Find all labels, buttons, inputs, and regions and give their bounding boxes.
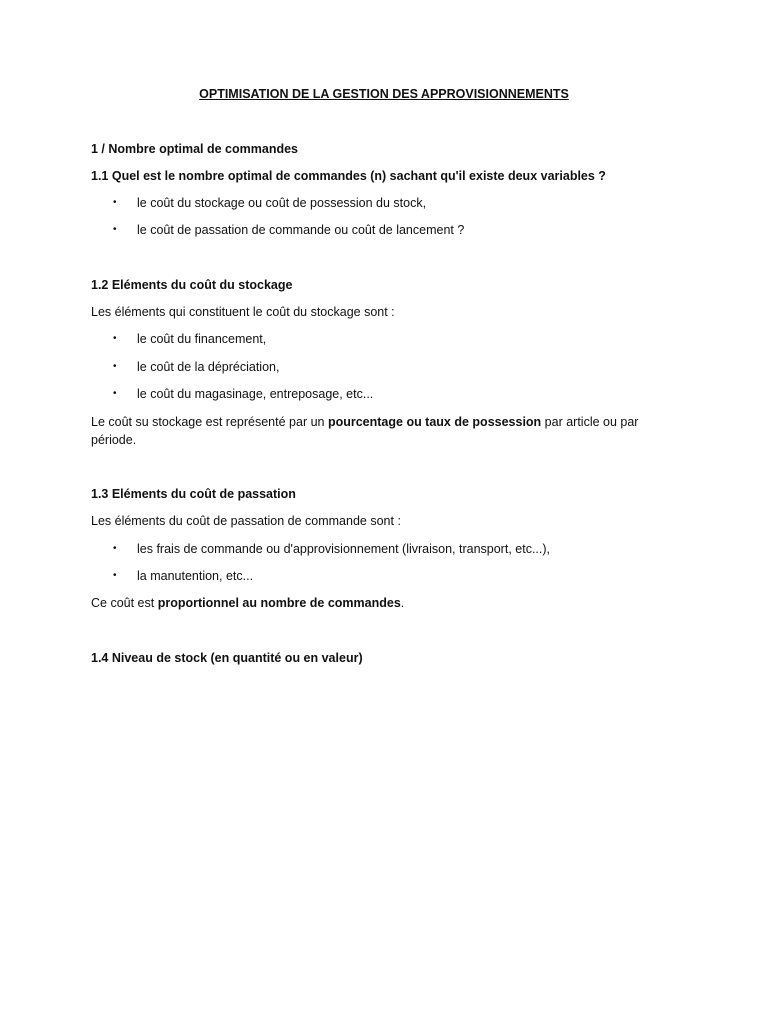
list-item <box>113 568 253 584</box>
list-item-text: le coût de passation de commande ou coût de lancement ? <box>137 223 465 237</box>
paragraph-text: Le coût su stockage est représenté par un <box>91 415 328 429</box>
section-1-2-intro: Les éléments qui constituent le coût du stockage sont : <box>91 305 395 319</box>
list-item-text: les frais de commande ou d'approvisionnement (livraison, transport, etc...), <box>137 542 550 556</box>
document-title: OPTIMISATION DE LA GESTION DES APPROVISIONNEMENTS <box>199 87 569 101</box>
list-item-text: le coût du stockage ou coût de possession du stock, <box>137 196 427 210</box>
list-item-text: la manutention, etc... <box>137 569 254 583</box>
bullet-icon: • <box>113 570 117 581</box>
paragraph-emphasis: proportionnel au nombre de commandes <box>157 596 401 610</box>
paragraph-text: par article ou par période. <box>91 415 639 447</box>
section-1-3-heading: 1.3 Eléments du coût de passation <box>91 487 296 501</box>
paragraph-emphasis: pourcentage ou taux de possession <box>327 415 542 429</box>
list-item <box>113 331 266 347</box>
bullet-icon: • <box>113 361 117 372</box>
bullet-icon: • <box>113 543 117 554</box>
list-item <box>113 541 550 557</box>
section-1-3-intro: Les éléments du coût de passation de commande sont : <box>91 514 401 528</box>
list-item-text: le coût du financement, <box>137 332 267 346</box>
list-item <box>113 222 464 238</box>
section-1-3-paragraph <box>91 595 404 611</box>
bullet-icon: • <box>113 197 117 208</box>
section-1-4-heading: 1.4 Niveau de stock (en quantité ou en valeur) <box>91 651 363 665</box>
bullet-icon: • <box>113 388 117 399</box>
paragraph-text: . <box>400 596 405 610</box>
bullet-icon: • <box>113 224 117 235</box>
section-1-2-heading: 1.2 Eléments du coût du stockage <box>91 278 293 292</box>
section-1-2-paragraph <box>91 413 661 449</box>
list-item <box>113 195 426 211</box>
list-item <box>113 386 373 402</box>
section-1-heading: 1 / Nombre optimal de commandes <box>91 142 298 156</box>
list-item <box>113 359 279 375</box>
paragraph-text: Ce coût est <box>91 596 158 610</box>
section-1-1-question: 1.1 Quel est le nombre optimal de commandes (n) sachant qu'il existe deux variables ? <box>91 169 606 183</box>
list-item-text: le coût de la dépréciation, <box>137 360 280 374</box>
list-item-text: le coût du magasinage, entreposage, etc... <box>137 387 374 401</box>
bullet-icon: • <box>113 333 117 344</box>
